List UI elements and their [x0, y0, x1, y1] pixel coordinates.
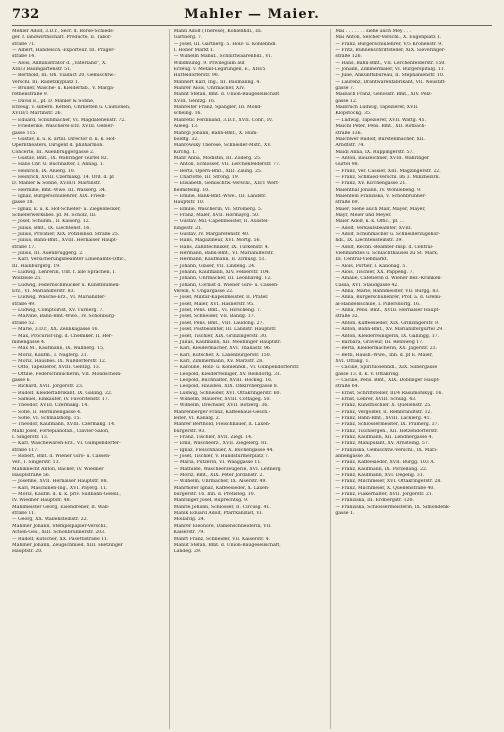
directory-entry: Maienfein Franziska, V. Schönbrunner- — [335, 193, 427, 199]
directory-entry: Klopstockg. 35. — [335, 111, 372, 117]
directory-entry: — Hans Chr. O. Buchhalter, I. Annag. 1. — [12, 162, 105, 168]
directory-entry: — Moriz, Kaufm., I. Naglerg. 21. — [12, 352, 89, 358]
directory-entry: — Julius, Bmt., IX. Liechtenst. 16. — [12, 225, 91, 231]
directory-entry: straße 14. — [12, 54, 36, 60]
directory-entry: Maibach Franz, Genossfr. Bmt., XIV. Pelz- — [335, 92, 433, 98]
directory-entry: — Wilhelm Manuf., Schnittwaarenhdl., VI. — [173, 54, 272, 60]
directory-entry: — Theodor, Kaufmann, XVIII. Czermakg. 14. — [12, 422, 116, 428]
directory-entry: — Gustav, k. u. k. artill. Director d. k. k. Hof- — [12, 136, 117, 142]
directory-entry: — Josef, Pens. Bmt., VIII. Laudong. 27. — [173, 320, 264, 326]
directory-entry: — Barbara, Graveur, III. Rennweg 17. — [335, 339, 424, 345]
directory-entry: Mahrer Alois, Uhrmacher, XIV. — [173, 86, 245, 92]
directory-entry: — Franz, Fiakerhalter, XVII. Jörgerstr. 21. — [335, 492, 434, 498]
directory-entry: — Theodor, XVIII. Czermakg. 14. — [12, 403, 89, 409]
directory-entry: lungsstr. 21. — [173, 225, 203, 231]
directory-entry: Mahn Adolf (Therese), Kohlenhdl., III. — [173, 29, 263, 34]
directory-entry: — Richard, XVII. Jörgerstr. 23. — [12, 384, 84, 390]
directory-entry: — Josef, Tischler, V. Hundsturmerplatz 7. — [173, 454, 270, 460]
directory-entry: — Sofie, VI. Schmalzhofg. 15. — [12, 415, 81, 421]
directory-entry: Alleeg. 13. — [173, 124, 199, 130]
directory-entry: Maidl Anna, IX. Ruppingerstr. 57. — [335, 149, 414, 155]
directory-entry: Mahl Josef, Fortepianofab., Clavier-Salon, — [12, 428, 110, 434]
directory-entry: — Franz, Bahn-Bmt., XVIII. Lackierg. 41. — [335, 415, 432, 421]
directory-entry: — Robert, Bmt. d. Wiener Giro- u. Cassen- — [12, 454, 111, 460]
directory-entry: — Franz, Vergolder, II. Rembrandtstr. 12. — [335, 409, 432, 415]
directory-entry: — Ludwig, Wäsche-Erz., VI. Mariahilfer- — [12, 295, 106, 301]
directory-entry: Mahrle Johann, Schlosser, II. Circusg. 41. — [173, 504, 271, 510]
directory-entry: — Karl, Wäschewaren-Erz., VI. Gumpendorfer- — [12, 441, 121, 447]
directory-entry: Landeg. 29. — [173, 549, 202, 555]
directory-entry: — Amalie, Cafetierin d. Wiener Bez.-Kranken- — [335, 276, 443, 282]
directory-entry: annengasse 36. — [335, 454, 372, 460]
directory-entry: — Ludwig, Schneider, XVI. Ottakringerstr. 60. — [173, 390, 281, 396]
directory-entry: — Franz, Maler, XVII. Hormayrg. 50. — [173, 212, 260, 218]
directory-entry: — Rudolf, Kleiderfabrikant, IX. Galling. 22. — [12, 390, 113, 396]
directory-entry: Mahringer Josef, Ruprechtsg. 9. — [173, 498, 249, 504]
directory-entry: — Anton, Kleiderreinigerin, IX. Gallingg. 17. — [335, 333, 440, 339]
directory-entry: — Georg, XX. Wallensteinstr. 22. — [12, 517, 88, 523]
directory-entry: straße 52. — [12, 320, 36, 326]
directory-entry: — Franz, Ver. Cassier, XIII. Magzingerstr. 22. — [335, 168, 441, 174]
page-header — [12, 7, 492, 26]
directory-entry: I. Hoher Markt 1. — [173, 48, 215, 54]
directory-entry: I. Singerstr. 13. — [12, 435, 49, 440]
directory-entry: straße 136. — [335, 130, 362, 136]
directory-entry: — Friederike, Wäscherei-Erz. XVIII. Gebler- — [12, 124, 115, 130]
directory-entry: Verschl. III. Radetzkyplatz 1. — [12, 79, 80, 85]
directory-entry: — Franz, Kaufmann, XII. Lendnergasse 4. — [335, 435, 433, 440]
directory-entry: — Karl, Zimmermann, XV. Märzstr. 28. — [173, 358, 264, 364]
directory-entry: — Albert, Handelsch.-Exporteur, III. Prager- — [12, 48, 115, 54]
directory-entry: Arndtstr. 74. — [335, 143, 365, 149]
directory-entry: minengasse 4. — [12, 339, 46, 345]
directory-entry: III. Hainburgerg. 19. — [12, 263, 61, 269]
column-left — [12, 29, 170, 729]
directory-entry: — Mathilde, Wäscheerzeugerin, XVI. Leitnerg. — [173, 466, 283, 472]
directory-entry: — Franz, Milchmeier, X. Quellenstraße 40. — [335, 485, 435, 491]
directory-entry: — Gustav, IV. Margaretenstr. 40. — [173, 232, 250, 237]
directory-entry: — Emil, Wäscheerz., XVII. Ziegelerg. 81. — [173, 441, 269, 447]
directory-entry: — Berta, Opern-Bmt., XIII. Zaung. 25. — [173, 168, 263, 174]
directory-entry: — Leopold, Buchhalter, XVIII. Hockeg. 16. — [173, 377, 273, 383]
directory-entry: burgerstr. 93. — [173, 428, 206, 434]
directory-entry: — Ernst, Lehrer, XVIII. Schulg. 43. — [335, 396, 417, 402]
directory-entry: Mahr Anna, Modistin, III. Zollerg. 25. — [173, 155, 262, 161]
page-title: Mahler — Maier. — [184, 7, 320, 22]
directory-entry: — Josef, Schuhm., II. Kaiserg. 12. — [12, 219, 91, 225]
directory-entry: leiter, VI. Kanalg. 2. — [173, 415, 221, 421]
directory-entry: Gärtnerg. 7. — [173, 35, 203, 41]
directory-entry: — Ignaz, Bürgerschullehrer, XIX. Friedl- — [12, 193, 107, 199]
directory-entry: — Johann, Glaser, VII. Lindeng. 24. — [173, 263, 256, 269]
directory-entry: — Wilhelm, Drechsler, XVII. Rötzerg. 36. — [173, 403, 269, 409]
directory-entry: — Gustav, Mil.-Capellmeister, II. Ausstel- — [173, 219, 269, 225]
directory-entry: Gürtel 98. — [335, 162, 359, 168]
directory-entry: — Julius, III. Auenbruggerg. 2. — [12, 251, 84, 257]
directory-entry: heimsteing. 10. — [173, 187, 210, 193]
directory-entry: — Moriz, Hausbes. IX. Nußdorferstr. 12. — [12, 358, 107, 364]
directory-entry: — Brüder, Wäsche- u. Kleiderfab., V. Marga- — [12, 86, 115, 92]
directory-entry: Hauptstr. 10. — [173, 200, 205, 206]
directory-entry: — Sofie, II. Herminengasse 4. — [12, 409, 82, 415]
directory-entry: — Ernst, Schriftsteller, III/4 Rasumofskyg. 16. — [335, 390, 443, 396]
directory-entry: — Karl, Kleidermacher, XVI. Thaliastr. 96. — [173, 346, 272, 352]
directory-entry: — Franz, Schlossermeister, IX. Pramerg. 37. — [335, 422, 439, 428]
directory-entry: ger. f. landwirthschaft. Producte, II. Tabor- — [12, 35, 112, 41]
directory-entry: — Cäcilie, Spirituosenhdl., XIX. Silbergasse — [335, 365, 438, 371]
directory-entry: Erz., VI. Mariahilferstr. 83. — [12, 289, 75, 295]
directory-entry: — Franz, Bürgerschullehrer, V/5 Kronenstr. 9. — [335, 41, 443, 47]
directory-entry: — Julius, Bahn-Bmt., XVIII. Hernalser Haupt- — [12, 238, 118, 244]
directory-entry: al-Handelsschule, I. Pillersdorfg. 16. — [335, 301, 421, 307]
directory-entry: — Anton, Bahn-Bmt., XV. Mariahilfergürtel 29. — [335, 327, 444, 333]
directory-entry: — Wilhelm, Uhrmacher, IX. Alserstr. 49. — [173, 479, 267, 485]
directory-entry: gasse 115. — [12, 130, 37, 136]
directory-entry: — Alois, Portier, I. Kanonag. 5. — [335, 263, 407, 269]
directory-entry: — Cäcilie, Pens. Bmt., XIX. Döblinger Haupt- — [335, 377, 440, 383]
directory-entry: — Josef, Militär-Kapellmeister, II. Prater. — [173, 295, 269, 301]
directory-entry: — Hermann, Bahn-Bmt., VI. Mariahilferstr. — [173, 251, 274, 257]
directory-entry: — Max M., Kaufmann, IX. Wallnerg. 15. — [12, 346, 105, 352]
directory-entry: — Franz, Kaufmann, IX. Porzellang. 22. — [335, 466, 428, 472]
directory-entry: — Franz, Kaufmann, XVI. Degeng. 31. — [335, 473, 425, 479]
directory-entry: — Fritz, Bühnenschriftsteller, XIX. Sieveringer- — [335, 48, 446, 54]
directory-entry: — Samuel, Einkäufer, IV. Favoritenstr. 17. — [12, 396, 110, 402]
directory-entry: Kirchg. 1. — [173, 149, 197, 155]
directory-entry: — Berthold, III. Oh. Viaduct 20, Gemischtw.- — [12, 73, 116, 79]
directory-entry: — Julius, Kaufmann, XII. Meidlinger Hauptstr. — [173, 339, 282, 345]
directory-entry: — Franz, Tischler, XVII. Ziegl. 14. — [173, 435, 253, 440]
directory-entry: — Adolf, Schuhmacher u. Schneiderzugehör- — [335, 232, 441, 237]
directory-entry: Verein, V. Ungargasse 22. — [173, 289, 234, 295]
directory-entry: — Josef, Maler, XVI. Hasnerstr. 95. — [173, 301, 255, 307]
directory-entry: — Malvine, Bahn-Bmt.-Wwe., IV. Schönburg- — [12, 314, 116, 320]
directory-entry: — Marie, 3.D.r., XX. Zelinkagasse 16. — [12, 327, 99, 333]
directory-entry: — Anna, Pens. Bmt., XVIII. Hernalser Haupt- — [335, 308, 440, 314]
directory-entry: Mahlner Johann, Stempelpapier-Verschl., — [12, 523, 108, 529]
directory-entry: Mahreiter Franz, Spängler, III. Mond- — [173, 105, 262, 111]
directory-entry: — Franziska, III. Erdbergstr. 120. — [335, 498, 414, 504]
directory-entry: Mahrenberger Franz, Kaffeehaus-Gesch.- — [173, 409, 271, 415]
directory-entry: — Karl, Kutscher, X. Laxenburgerstr. 150. — [173, 352, 272, 358]
directory-entry: — Josef, III. Gärtnerg. 5. Holz- u. Kohlenhdl. — [173, 41, 277, 47]
directory-entry: Mehler Adolf, 3.D.r., Secr. d. Börse-Schieds- — [12, 29, 115, 34]
directory-entry: — Franziska, Schlossermeisterin, IX. Simondenk- — [335, 504, 451, 510]
directory-entry: scheing. 16. — [173, 111, 202, 117]
directory-entry: Windmühlg. 9. Privilegium auf — [173, 60, 245, 66]
directory-entry: Hauptstr. 20. — [12, 549, 43, 555]
column-right — [335, 29, 492, 729]
directory-entry: Maichl Peter, Pens. Bmt., XII. Rotbach- — [335, 124, 426, 130]
directory-entry: Mahlmeister Georg, Eisendreher, II. Wall- — [12, 504, 110, 510]
directory-entry: — Laurenz, Drahtwarenfabrikant, VII. Neustift- — [335, 79, 446, 85]
directory-entry: Erzeug. v. silbern. Ketten, Uhrketten u. Cautionen, — [12, 105, 131, 111]
directory-entry: Mai . . . . . . . siehe auch Mey . . . — [335, 29, 412, 34]
directory-entry: — David E., pf. D. Mahler & Söhne, — [12, 98, 95, 104]
directory-entry: XVIII/1 Martinstr. 26. — [12, 111, 62, 117]
directory-entry: — Anton, Schlosser, VII. Lerchenfelderstr. 77. — [173, 162, 281, 168]
directory-entry: boldtg. 32. — [173, 136, 199, 142]
directory-entry: — Ludwig, Lehrerin, Unt. f. alle Sprachen, I. — [12, 270, 116, 276]
directory-entry: XIII/3 Baumgartenstr. 51. — [12, 67, 72, 73]
directory-entry: — Alois, Tischler, XX. Pappeng. 7. — [335, 270, 414, 276]
directory-entry: — Ottilie, Federschmückerin, VII. Mondschein- — [12, 371, 122, 377]
directory-entry: Cassa, XVI. Staudgasse 42. — [335, 282, 399, 288]
directory-entry: Mayr, Meier und Meyer. — [335, 212, 392, 218]
directory-entry: — Leopold, Hausbes. XIX. Obkirchergasse 8. — [173, 384, 279, 390]
directory-entry: — Franz, XV. Kirchengasse 21. — [335, 181, 407, 187]
directory-entry: — Julie, Ankunftsbureau, II. Stephanienstr. 10. — [335, 73, 445, 79]
directory-entry: — Franz, Schmied-Verschl. im 3. Milizbezirk. — [335, 174, 440, 180]
directory-entry: Wollzeile 25. — [12, 276, 42, 282]
directory-entry: Maier, Siehe auch Mair, Mayer, Mayer, — [335, 206, 426, 212]
directory-entry: gasse 6. — [12, 377, 31, 383]
directory-entry: XVIII. Gentzg. 16. — [173, 98, 216, 104]
directory-entry: burgerstr. 16. Inh. d. Pretisteg. 10. — [173, 492, 256, 498]
directory-entry: Viehmarktes u. Schlachthauses zu St. Marx, — [335, 251, 439, 257]
directory-entry: gasse 13. d. k. V. Ottakring. — [335, 371, 400, 377]
directory-entry: — Adolf, Rechn.-Beamter-Insp. d. Central- — [335, 244, 434, 250]
directory-entry: Mahretic Ferdinand, 3.D.r., XVII. Conr., IV. — [173, 117, 273, 123]
directory-entry: Mahrowsky Therese, Schneider-Mstr., XV. — [173, 143, 272, 149]
directory-entry: — Anton, Bauzeichner, XVIII. Währinger — [335, 155, 430, 161]
directory-entry: Concerte, III. Auenbruggergasse 2. — [12, 149, 95, 155]
directory-entry: — Anna, Marie, Bahnmeister, VII. Burgg. 83. — [335, 289, 440, 295]
directory-entry: Actien-Ges., XIII. Schönbrunnerstr. 203. — [12, 530, 106, 536]
directory-entry: — Wilhelm, Mauerer, XVIII. Cottageg. 50. — [173, 396, 271, 402]
directory-entry: straße 69. — [335, 200, 360, 206]
directory-entry: Mahlner Johann, Zeugschmied, XIII. Hietzinger — [12, 542, 123, 548]
directory-entry: — Anna, Bürgerschullehrer, Prof. a. d. Gremi- — [335, 295, 442, 301]
directory-entry: — Hermann, Kaufmann, II. Zirkusg. 51. — [173, 257, 267, 263]
directory-entry: — Berta, Kleidermacherin, XX. Jägerstr. 23. — [335, 346, 438, 352]
directory-entry: — Anton, Kaffeesieder, XIX. Grinzingerstr. 9. — [335, 320, 440, 326]
directory-entry: hdl., IX. Liechtensteinstr. 39. — [335, 238, 403, 244]
directory-entry: — Betti, Haush.-Wwe., Inh. d. pf E. Maier, — [335, 352, 433, 358]
directory-entry: — Moriz, Kaufm. d. k. k. priv. Südbahn-Gesell., — [12, 492, 121, 498]
directory-entry: — Johann, Kaufmann, XIV. Felberstr. 104. — [173, 270, 271, 276]
directory-entry: — Josef, Postbeamter, III. Landstr. Hauptstr. — [173, 327, 277, 333]
directory-entry: Mahrer Eleonore, Damenschneiderin, VII. — [173, 523, 272, 529]
directory-entry: — Heinrich, XVIII. Czermakg. 14. Ord. d. pf — [12, 174, 114, 180]
directory-entry: D. Mahler & Söhne, XVIII/1 Martinstr. — [12, 181, 101, 187]
directory-entry: — Elisabeth, Gemischtw.-Verschl., XII/1 Wert- — [173, 181, 280, 187]
directory-entry: Mahrgl Johann, Bahn-Bmt., X. Hum- — [173, 130, 258, 136]
directory-entry: Maibruch Ludwig, Tapezierer, XVII. — [335, 105, 419, 111]
directory-entry: — Franziska, Gemischtw.-Verschl., IX. Mari- — [335, 447, 438, 453]
directory-entry: straße 126. — [335, 54, 362, 60]
directory-entry: Mahlknecht Anton, Bäcker, IV. Wiedner — [12, 466, 104, 472]
directory-entry: — Johann, Cornist d. Wiener Giro- u. Cassen- — [173, 282, 279, 288]
directory-entry: — Karoline, Holz- u. Kohlenhdl., VI. Gumpendorferstr. — [173, 365, 300, 371]
directory-entry: — Josef, Schneider, VII. Bandg. 17. — [173, 314, 256, 320]
directory-entry: straße 11. — [12, 511, 36, 517]
directory-entry: — Gustav, Bmt., IX. Währinger Gürtel 82. — [12, 155, 109, 161]
directory-entry: — Ignaz, Fleischhauer, X. Buchengasse 44. — [173, 447, 274, 453]
directory-entry: Erzeug. v. Metall-Legirungen, E., XIII/5 — [173, 67, 266, 73]
column-middle — [174, 29, 332, 729]
directory-entry: XVI. Ottakg. 1. — [335, 358, 370, 364]
directory-entry: — Franz, Kunsttischler, X. Quellenstr. 25. — [335, 403, 432, 409]
directory-entry: gasse 7. — [335, 86, 355, 92]
directory-entry: straße 32. — [335, 314, 360, 320]
directory-entry: — Hans, Magazineur, XVI. Mörtg. 56. — [173, 238, 261, 244]
directory-entry: Maichwer Rudolf, Bürstenmacher, XII. — [335, 136, 425, 142]
directory-entry: straße 71. — [12, 41, 36, 47]
directory-entry: Operntheaters, Dirigent d. philharmon. — [12, 143, 104, 149]
directory-entry: straße 117. — [12, 447, 39, 453]
directory-entry: — Franz, Tischlergeh., XII. Hetzendorferstr. — [335, 428, 438, 434]
directory-entry: rethenstraße 9. — [12, 92, 49, 98]
directory-entry: Mollardg. 24. — [173, 517, 206, 523]
directory-entry: Hütteldorferstr. 90. — [173, 73, 220, 79]
directory-entry: — Rudolf, Kutscher, XX. Pasettistraße 11. — [12, 536, 109, 542]
directory-entry: — Leopold, Kleiderreiniger, XV. Reindorfg. 31. — [173, 371, 282, 377]
directory-entry: Maienthal Johann, IV. Wohllebeng. 9. — [335, 187, 422, 193]
directory-entry: — Julius, Privatier, XIX. Pötzleinsd. Straße 25. — [12, 232, 120, 237]
directory-entry: — Josef, Pens. Bmt., VI. Hirscheng. 7. — [173, 308, 262, 314]
directory-entry: gasse 12. — [335, 98, 358, 104]
directory-entry: — Ludwig, Comptoirist, XV. Turnerg. 7. — [12, 308, 104, 314]
directory-entry: Mahnt Stefan, Bmt. d. Union-Baugesellschaft — [173, 92, 280, 98]
directory-entry: — Ignaz, k. u. k. Hof-Schiefer- u. Ziegeldecker, — [12, 206, 121, 212]
directory-entry: — Franz, Kaffeesieder, XVII. Bürgg. 103 A. — [335, 460, 435, 466]
directory-entry: — Ludwig, Federnschmücker u. Kunstblumen- — [12, 282, 120, 288]
directory-entry: — Hermine, Bmt.-Wwe. III. Wasserg. 34. — [12, 187, 107, 193]
directory-entry: — Otto, Tapezierer, XVIII. Gentzg. 13. — [12, 365, 101, 371]
directory-entry: Mai Anton, Selcher-Verschl., X. Eugenplatz 1. — [335, 35, 442, 41]
directory-entry: Maier Adolf, k. k. Offic., pf. ... — [335, 219, 405, 225]
directory-entry: gasse 1. — [335, 511, 355, 517]
directory-entry: Mahnert Karl, Ing., III. Baumanng. 4. — [173, 79, 261, 85]
directory-entry: III. Central-Viehmarkt. — [335, 257, 389, 263]
directory-entry: — Josefine, XVII. Hernalser Hauptstr. 88. — [12, 479, 108, 485]
directory-entry: — Alois, Administrator d. „Vaterland“, X. — [12, 60, 107, 66]
directory-entry: Schieferwerksbes. pf. M. Scholz, III. — [12, 212, 97, 218]
directory-entry: straße 17. — [12, 244, 36, 250]
directory-entry: — Josef, Tischler, XIX. Grinzingerstr. 30. — [173, 333, 268, 339]
directory-entry: — Hans, Bahn-Bmt., VII. Lerchenfelderstr. 150. — [335, 60, 446, 66]
directory-entry: — Charlotte, III. Strohg. 19. — [173, 174, 240, 180]
directory-entry: — Maria, Putzerin, VI. Waaggasse 11. — [173, 460, 262, 466]
directory-entry: gasse 18. — [12, 200, 34, 206]
directory-entry: — Franz, Manipulant, XV. Arnsteing. 57. — [335, 441, 430, 447]
directory-entry: — Eduard, Schuhmacher, VI. Magdalenenstr. 72. — [12, 117, 126, 123]
directory-entry: — Franz, Milchmeier, XVI. Ottakringerstr. 28. — [335, 479, 442, 485]
directory-entry: Mahut Stefan, Bmt. d. Union-Baugesellschaft, — [173, 542, 281, 548]
directory-entry: Mahrhofer Ignaz, Kaffeesieder, X. Laxen- — [173, 485, 270, 491]
columns-container — [12, 29, 492, 729]
directory-entry: — Ludwig, Tapezierer, XVII. Wattg. 45. — [335, 117, 426, 123]
directory-entry: — Emilie, Bank-Bmt.-Wwe., III. Landstr. — [173, 193, 267, 199]
directory-entry: — Johann, Uhrmacher, III. Leonhardg. 12. — [173, 276, 272, 282]
directory-entry: — Hans, Zahntechniker, IX. Türkenstr. 4. — [173, 244, 270, 250]
directory-entry: Mahlk Eduard Adolf, Pfarrkanzlist, VI. — [173, 511, 263, 517]
directory-entry: — Heinrich, IX. Aluerg. 10. — [12, 168, 76, 174]
directory-entry: Hauptstraße 56. — [12, 473, 51, 479]
directory-entry: Ver., I. Singerstr. 13. — [12, 460, 60, 466]
page-number: 732 — [12, 7, 40, 22]
directory-entry: — Max, Procurist-Ing. d. Chemiker, II. Her- — [12, 333, 113, 339]
directory-entry: straße 64. — [335, 384, 360, 390]
directory-entry: — Johann, Zimmermaler, VI. Bürgerspitalg. 11. — [335, 67, 446, 73]
directory-entry: IV. Wiedner Hauptstr. 48. — [12, 498, 71, 504]
directory-entry: — Emilie, Wäscherin, VI. Stromerg. 5. — [173, 206, 263, 212]
directory-entry: Mahrt Franz, Schneider, VII. Kaiserstr. 4. — [173, 536, 271, 542]
directory-entry: straße 49. — [12, 301, 36, 307]
directory-entry: — Karl, Versicherungsbeamter Linienamts-Offic., — [12, 257, 127, 263]
directory-entry: Kaiserstr. 79. — [173, 530, 205, 536]
directory-entry: Mahrer Berthold, Fleischhauer, X. Laxen- — [173, 422, 271, 428]
directory-entry: — Adolf, Verkaufsbeamter, XVIII. — [335, 225, 413, 231]
directory-entry: — Karl, Maschinen-Ing., XVI. Payerg. 11. — [12, 485, 108, 491]
directory-entry: — Moriz, Bmt., XIX. Peter Jordanstr. 2. — [173, 473, 264, 479]
